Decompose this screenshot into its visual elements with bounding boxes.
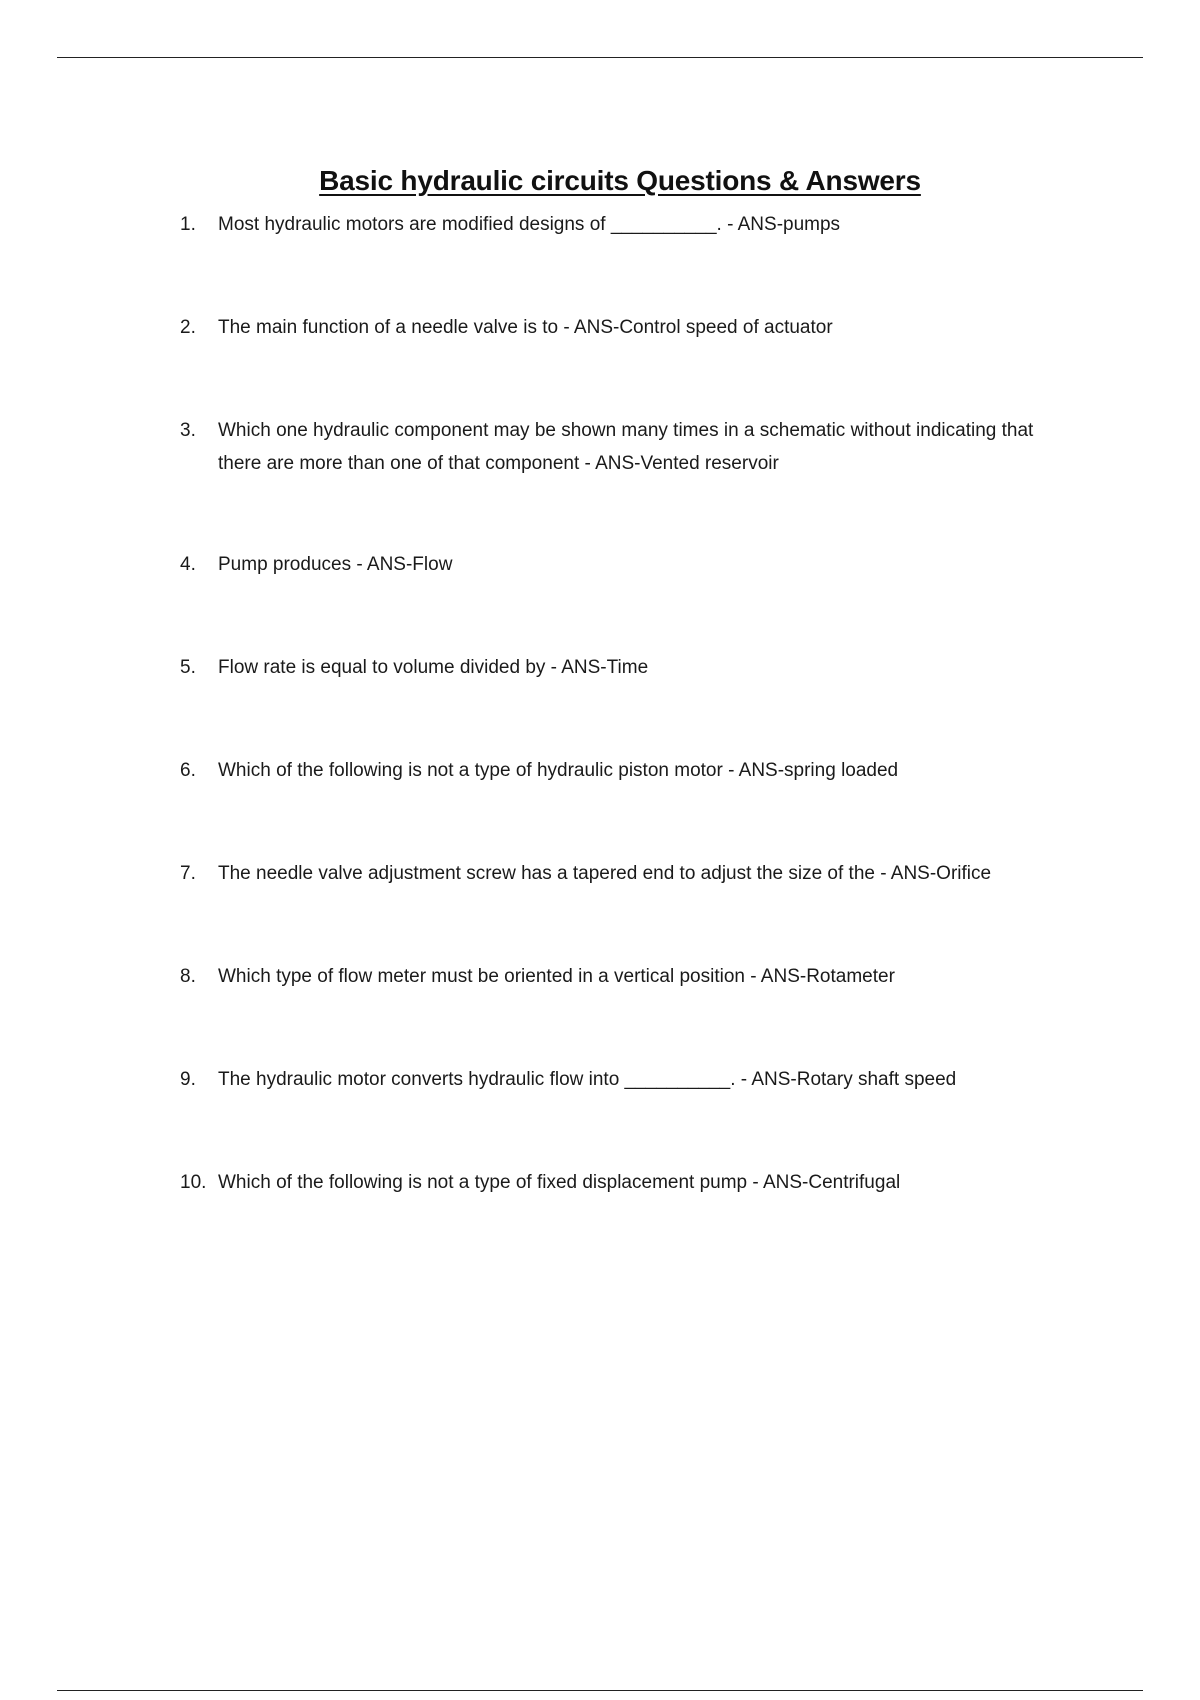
qa-list [180, 208, 1080, 1269]
qa-number: 5. [180, 657, 196, 678]
qa-item-2 [180, 311, 1080, 344]
qa-number: 2. [180, 317, 196, 338]
qa-number: 7. [180, 863, 196, 884]
qa-item-7 [180, 857, 1080, 890]
qa-item-5 [180, 651, 1080, 684]
qa-number: 4. [180, 554, 196, 575]
qa-item-9 [180, 1063, 1080, 1096]
top-rule [57, 57, 1143, 58]
qa-item-6 [180, 754, 1080, 787]
qa-item-3 [180, 414, 1080, 480]
qa-text: Most hydraulic motors are modified designs of __________. - ANS-pumps [218, 214, 841, 235]
qa-item-8 [180, 960, 1080, 993]
bottom-rule [57, 1690, 1143, 1691]
qa-text: Which type of flow meter must be oriented in a vertical position - ANS-Rotameter [218, 966, 895, 987]
qa-item-10 [180, 1166, 1080, 1199]
qa-number: 9. [180, 1069, 196, 1090]
qa-text: Which of the following is not a type of fixed displacement pump - ANS-Centrifugal [218, 1172, 901, 1193]
qa-text: The needle valve adjustment screw has a tapered end to adjust the size of the - ANS-Orifice [218, 863, 992, 884]
qa-item-1 [180, 208, 1080, 241]
qa-text: Flow rate is equal to volume divided by - ANS-Time [218, 657, 649, 678]
qa-text: The hydraulic motor converts hydraulic flow into __________. - ANS-Rotary shaft speed [218, 1069, 957, 1090]
qa-text: The main function of a needle valve is to - ANS-Control speed of actuator [218, 317, 833, 338]
qa-number: 3. [180, 420, 196, 441]
qa-number: 10. [180, 1172, 207, 1193]
qa-text: Pump produces - ANS-Flow [218, 554, 453, 575]
page-title: Basic hydraulic circuits Questions & Answers [319, 164, 921, 196]
qa-item-4 [180, 548, 1080, 581]
qa-text: Which one hydraulic component may be shown many times in a schematic without indicating that there are more than one of that component - ANS-Vented reservoir [218, 420, 1034, 474]
qa-text: Which of the following is not a type of hydraulic piston motor - ANS-spring loaded [218, 760, 899, 781]
qa-number: 1. [180, 214, 196, 235]
qa-number: 8. [180, 966, 196, 987]
qa-number: 6. [180, 760, 196, 781]
